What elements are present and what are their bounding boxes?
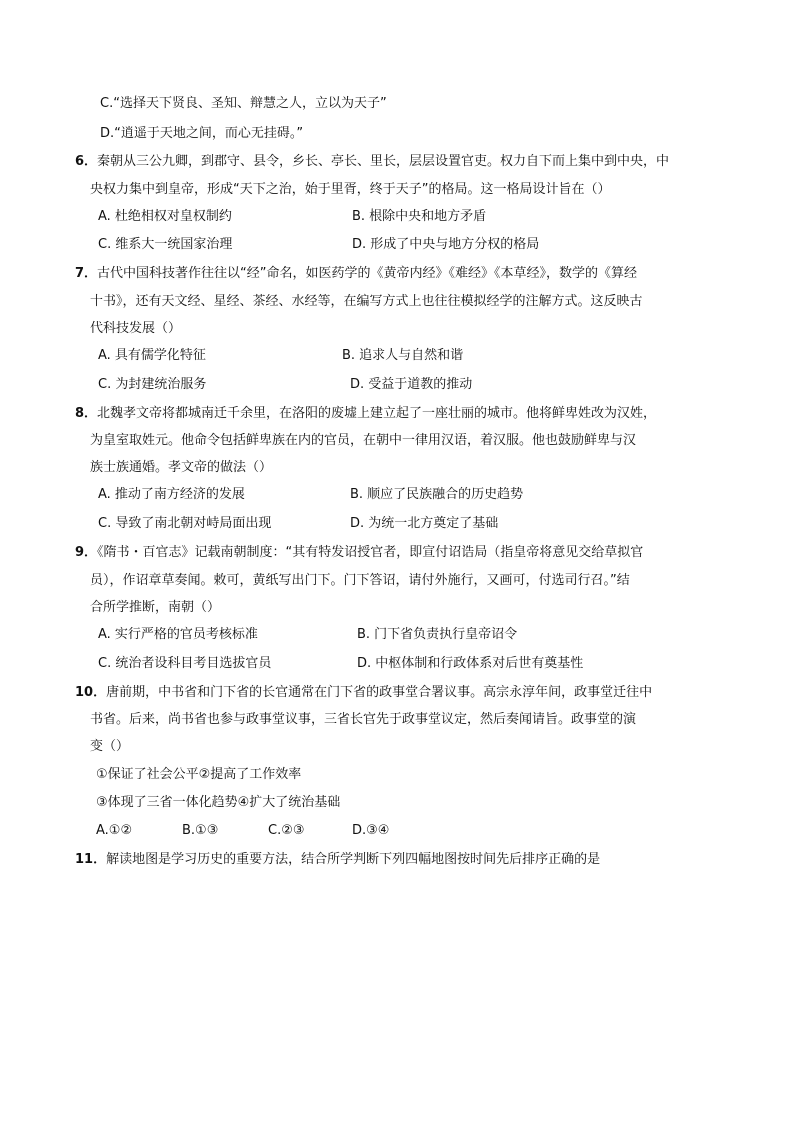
q8-option-c[interactable]: C. 导致了南北朝对峙局面出现 xyxy=(98,516,272,531)
q10-option-d[interactable]: D.③④ xyxy=(352,823,390,838)
q6-option-c[interactable]: C. 维系大一统国家治理 xyxy=(98,237,233,252)
q6-option-d[interactable]: D. 形成了中央与地方分权的格局 xyxy=(352,237,540,252)
question-number: 9． xyxy=(75,545,98,560)
q7-option-a[interactable]: A. 具有儒学化特征 xyxy=(98,348,206,363)
question-text: 北魏孝文帝将都城南迁千余里，在洛阳的废墟上建立起了一座壮丽的城市。他将鲜卑姓改为汉姓， xyxy=(97,406,657,421)
q10-option-b[interactable]: B.①③ xyxy=(182,823,219,838)
q10-statement-1: ①保证了社会公平②提高了工作效率 xyxy=(96,767,302,782)
q9-option-a[interactable]: A. 实行严格的官员考核标准 xyxy=(98,627,258,642)
q10-option-a[interactable]: A.①② xyxy=(96,823,133,838)
prev-option-d: D.“逍遥于天地之间，而心无挂碍。” xyxy=(100,126,304,141)
question-10 xyxy=(75,686,652,699)
question-number: 7． xyxy=(75,266,98,281)
question-9-line-3: 合所学推断，南朝（） xyxy=(90,600,221,615)
question-text: 解读地图是学习历史的重要方法，结合所学判断下列四幅地图按时间先后排序正确的是 xyxy=(106,852,601,867)
question-number: 8． xyxy=(75,406,98,421)
question-number: 10． xyxy=(75,685,107,700)
question-11 xyxy=(75,853,600,866)
q7-option-b[interactable]: B. 追求人与自然和谐 xyxy=(342,348,464,363)
question-9-line-2: 员），作诏章草奏闻。敕可，黄纸写出门下。门下答诏，请付外施行，又画可，付选司行召。”结 xyxy=(90,573,630,588)
q9-option-b[interactable]: B. 门下省负责执行皇帝诏令 xyxy=(357,627,518,642)
question-10-line-2: 书省。后来，尚书省也参与政事堂议事，三省长官先于政事堂议定，然后奏闻请旨。政事堂的演 xyxy=(90,712,637,727)
question-8 xyxy=(75,407,656,420)
prev-option-c: C.“选择天下贤良、圣知、辩慧之人，立以为天子” xyxy=(100,96,387,111)
question-number: 6． xyxy=(75,154,98,169)
q10-option-c[interactable]: C.②③ xyxy=(268,823,305,838)
q9-option-d[interactable]: D. 中枢体制和行政体系对后世有奠基性 xyxy=(357,656,584,671)
question-text: 秦朝从三公九卿，到郡守、县令，乡长、亭长、里长，层层设置官吏。权力自下而上集中到中央，中 xyxy=(97,154,670,169)
question-10-line-3: 变（） xyxy=(90,739,130,754)
q7-option-c[interactable]: C. 为封建统治服务 xyxy=(98,377,207,392)
question-7 xyxy=(75,267,637,280)
q8-option-a[interactable]: A. 推动了南方经济的发展 xyxy=(98,487,245,502)
question-number: 11． xyxy=(75,852,107,867)
question-text: 唐前期，中书省和门下省的长官通常在门下省的政事堂合署议事。高宗永淳年间，政事堂迁往中 xyxy=(106,685,653,700)
question-7-line-3: 代科技发展（） xyxy=(90,321,182,336)
q9-option-c[interactable]: C. 统治者设科目考目选拔官员 xyxy=(98,656,272,671)
question-7-line-2: 十书》，还有天文经、星经、茶经、水经等，在编写方式上也往往模拟经学的注解方式。这反映古 xyxy=(90,294,643,309)
q7-option-d[interactable]: D. 受益于道教的推动 xyxy=(350,377,473,392)
question-text: 《隋书・百官志》记载南朝制度：“其有特发诏授官者，即宣付诏诰局（指皇帝将意见交给草拟官 xyxy=(97,545,644,560)
question-8-line-2: 为皇室取姓元。他命令包括鲜卑族在内的官员，在朝中一律用汉语，着汉服。他也鼓励鲜卑与汉 xyxy=(90,433,637,448)
q10-statement-2: ③体现了三省一体化趋势④扩大了统治基础 xyxy=(96,795,341,810)
q6-option-b[interactable]: B. 根除中央和地方矛盾 xyxy=(352,209,487,224)
question-8-line-3: 族士族通婚。孝文帝的做法（） xyxy=(90,460,273,475)
q8-option-d[interactable]: D. 为统一北方奠定了基础 xyxy=(350,516,499,531)
question-6 xyxy=(75,155,669,168)
question-text: 古代中国科技著作往往以“经”命名，如医药学的《黄帝内经》《难经》《本草经》，数学的《算经 xyxy=(97,266,638,281)
q6-option-a[interactable]: A. 杜绝相权对皇权制约 xyxy=(98,209,232,224)
question-6-line-2: 央权力集中到皇帝，形成“天下之治，始于里胥，终于天子”的格局。这一格局设计旨在（） xyxy=(90,182,611,197)
question-9 xyxy=(75,546,643,559)
q8-option-b[interactable]: B. 顺应了民族融合的历史趋势 xyxy=(350,487,524,502)
